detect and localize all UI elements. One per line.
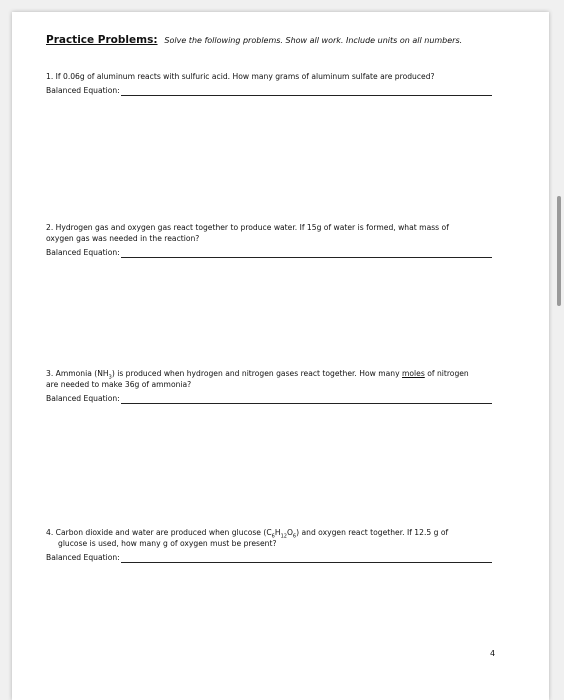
worksheet-page (12, 12, 549, 700)
worksheet-header (46, 34, 516, 46)
question-3 (46, 368, 496, 404)
vertical-scrollbar[interactable] (557, 196, 561, 306)
balanced-equation-label: Balanced Equation: (46, 553, 120, 562)
question-1 (46, 71, 496, 96)
page-number: 4 (490, 649, 496, 658)
question-2-text-line2: oxygen gas was needed in the reaction? (46, 234, 200, 243)
balanced-equation-label: Balanced Equation: (46, 86, 120, 95)
worksheet-instructions: Solve the following problems. Show all work. Include units on all numbers. (164, 36, 463, 45)
answer-line (121, 554, 492, 563)
question-2-equation (46, 247, 492, 258)
question-4-text-line2: glucose is used, how many g of oxygen must be present? (58, 539, 277, 548)
answer-line (121, 87, 492, 96)
question-1-text: 1. If 0.06g of aluminum reacts with sulfuric acid. How many grams of aluminum sulfate are produced? (46, 72, 435, 81)
question-4 (46, 527, 496, 563)
question-3-text-line1: 3. Ammonia $(NH_3)$ is produced when hydrogen and nitrogen gases react together. How many moles of nitrogen (46, 369, 469, 381)
question-3-equation (46, 393, 492, 404)
balanced-equation-label: Balanced Equation: (46, 394, 120, 403)
question-4-equation (46, 552, 492, 563)
balanced-equation-label: Balanced Equation: (46, 248, 120, 257)
question-3-text-line2: are needed to make 36g of ammonia? (46, 380, 192, 389)
moles-underlined: moles (402, 369, 425, 378)
question-1-equation (46, 85, 492, 96)
question-2 (46, 222, 496, 258)
question-4-text-line1: 4. Carbon dioxide and water are produced when glucose $(C_6H_{12}O_6)$ and oxygen react together. If 12.5 g of (46, 528, 449, 540)
worksheet-title: Practice Problems: (46, 34, 158, 46)
question-2-text-line1: 2. Hydrogen gas and oxygen gas react together to produce water. If 15g of water is formed, what mass of (46, 223, 449, 232)
answer-line (121, 249, 492, 258)
answer-line (121, 395, 492, 404)
